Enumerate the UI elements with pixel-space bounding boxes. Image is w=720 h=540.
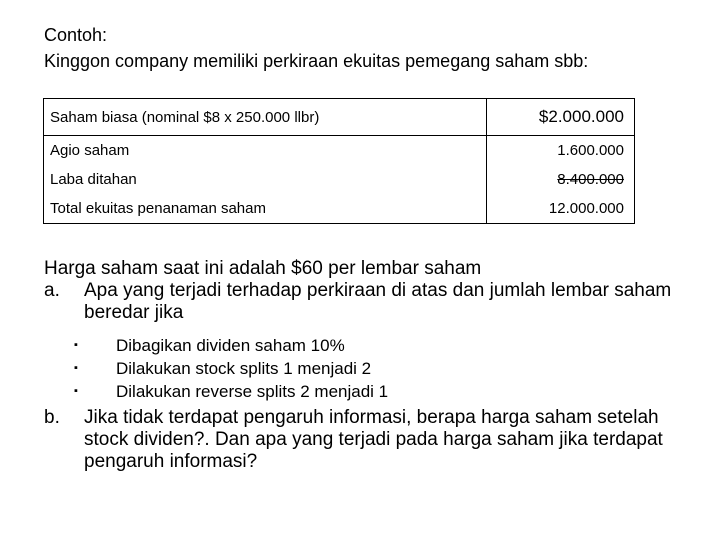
list-item-text: Dibagikan dividen saham 10% bbox=[116, 336, 345, 355]
question-a bbox=[44, 280, 684, 324]
intro-heading: Contoh: bbox=[44, 25, 108, 45]
table-row bbox=[44, 99, 635, 136]
price-statement: Harga saham saat ini adalah $60 per lembar saham bbox=[44, 258, 482, 279]
table-row bbox=[44, 194, 635, 224]
row-label: Laba ditahan bbox=[44, 165, 487, 194]
square-bullet-icon: ▪ bbox=[74, 339, 78, 351]
list-item-text: Dilakukan stock splits 1 menjadi 2 bbox=[116, 359, 372, 378]
intro-description: Kinggon company memiliki perkiraan ekuitas pemegang saham sbb: bbox=[44, 51, 589, 71]
equity-table bbox=[43, 98, 635, 224]
row-value bbox=[487, 165, 635, 194]
row-value: $2.000.000 bbox=[487, 99, 635, 136]
row-value: 1.600.000 bbox=[487, 136, 635, 166]
question-b-text: Jika tidak terdapat pengaruh informasi, berapa harga saham setelah stock dividen?. Dan apa yang terjadi pada harga saham jika terdapat pengaruh informasi? bbox=[84, 407, 663, 472]
row-value: 12.000.000 bbox=[487, 194, 635, 224]
question-body bbox=[44, 258, 684, 473]
square-bullet-icon: ▪ bbox=[74, 362, 78, 374]
bullet-list bbox=[44, 334, 684, 403]
list-item bbox=[74, 380, 684, 403]
intro-block bbox=[44, 22, 588, 74]
question-a-marker: a. bbox=[44, 280, 60, 301]
row-label: Saham biasa (nominal $8 x 250.000 llbr) bbox=[44, 99, 487, 136]
row-label: Agio saham bbox=[44, 136, 487, 166]
question-a-text: Apa yang terjadi terhadap perkiraan di atas dan jumlah lembar saham beredar jika bbox=[84, 280, 672, 323]
table-row bbox=[44, 136, 635, 166]
question-b bbox=[44, 407, 684, 473]
row-label: Total ekuitas penanaman saham bbox=[44, 194, 487, 224]
struck-value: 8.400.000 bbox=[557, 171, 624, 188]
list-item bbox=[74, 357, 684, 380]
table-row bbox=[44, 165, 635, 194]
square-bullet-icon: ▪ bbox=[74, 385, 78, 397]
list-item bbox=[74, 334, 684, 357]
list-item-text: Dilakukan reverse splits 2 menjadi 1 bbox=[116, 382, 389, 401]
question-b-marker: b. bbox=[44, 407, 60, 428]
